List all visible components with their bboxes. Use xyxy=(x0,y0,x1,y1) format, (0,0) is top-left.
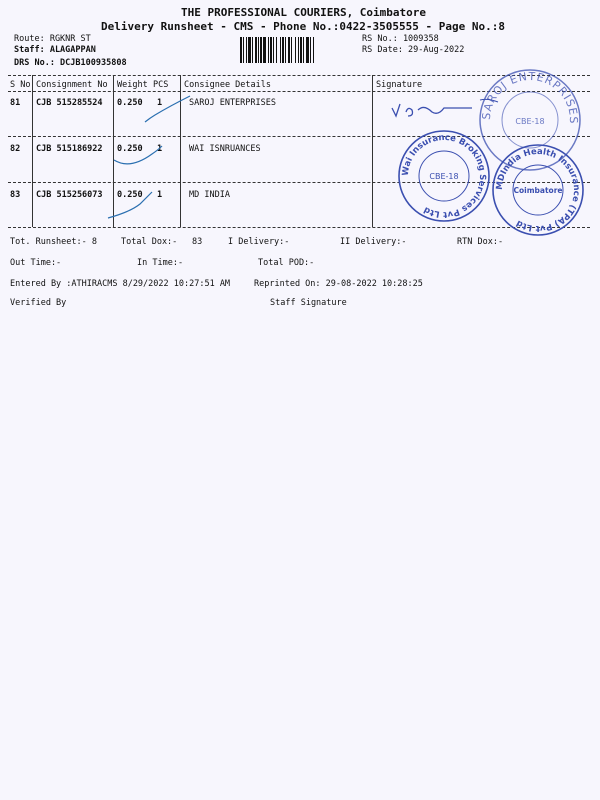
verified-by: Verified By xyxy=(10,298,67,308)
route-label: Route: RGKNR ST xyxy=(14,34,91,44)
row-sno: 82 xyxy=(10,144,21,154)
svg-text:Coimbatore: Coimbatore xyxy=(513,186,563,195)
rs-date: RS Date: 29-Aug-2022 xyxy=(362,45,465,55)
out-time: Out Time:- xyxy=(10,258,62,268)
header-consignee: Consignee Details xyxy=(184,80,271,90)
row-consignee: MD INDIA xyxy=(189,190,230,200)
row-consignment: CJB 515186922 xyxy=(36,144,103,154)
col-divider xyxy=(372,75,373,227)
total-pod: Total POD:- xyxy=(258,258,315,268)
barcode xyxy=(240,37,352,63)
svg-text:CBE-18: CBE-18 xyxy=(429,172,459,181)
row-pcs: 1 xyxy=(157,190,163,200)
svg-text:MDIndia Health Insurance (TPA): MDIndia Health Insurance (TPA) Pvt Ltd xyxy=(494,146,582,234)
row-pcs: 1 xyxy=(157,144,163,154)
svg-text:SAROJ ENTERPRISES: SAROJ ENTERPRISES xyxy=(479,69,581,125)
col-divider xyxy=(32,75,33,227)
row-weight: 0.250 xyxy=(117,190,143,200)
row-sno: 83 xyxy=(10,190,21,200)
row-weight: 0.250 xyxy=(117,98,143,108)
header-consignment: Consignment No xyxy=(36,80,108,90)
runsheet-subtitle: Delivery Runsheet - CMS - Phone No.:0422-3505555 - Page No.:8 xyxy=(101,20,505,33)
check-mark-icon xyxy=(114,146,162,164)
row-weight: 0.250 xyxy=(117,144,143,154)
row-pcs: 1 xyxy=(157,98,163,108)
wai-insurance-stamp xyxy=(396,128,492,224)
entered-by: Entered By :ATHIRACMS 8/29/2022 10:27:51 AM xyxy=(10,279,231,289)
row-sno: 81 xyxy=(10,98,21,108)
total-dox-value: 83 xyxy=(192,237,203,247)
row-consignment: CJB 515285524 xyxy=(36,98,103,108)
svg-text:Wai Insurance Broking Services: Wai Insurance Broking Services Pvt Ltd xyxy=(400,132,488,220)
reprinted-on: Reprinted On: 29-08-2022 10:28:25 xyxy=(254,279,423,289)
pen-tick-marks xyxy=(100,90,210,230)
drs-number: DRS No.: DCJB100935808 xyxy=(14,58,127,68)
ii-delivery: II Delivery:- xyxy=(340,237,407,247)
i-delivery: I Delivery:- xyxy=(228,237,290,247)
company-title: THE PROFESSIONAL COURIERS, Coimbatore xyxy=(181,6,427,19)
staff-label: Staff: ALAGAPPAN xyxy=(14,45,96,55)
header-signature: Signature xyxy=(376,80,423,90)
rs-number: RS No.: 1009358 xyxy=(362,34,439,44)
header-weight: Weight xyxy=(117,80,148,90)
svg-text:CBE-18: CBE-18 xyxy=(515,117,545,126)
rtn-dox: RTN Dox:- xyxy=(457,237,504,247)
total-dox-label: Total Dox:- xyxy=(121,237,178,247)
mdindia-stamp xyxy=(490,142,586,238)
in-time: In Time:- xyxy=(137,258,184,268)
check-mark-icon xyxy=(108,192,152,218)
header-pcs: PCS xyxy=(153,80,169,90)
header-sno: S No xyxy=(10,80,31,90)
row-consignee: SAROJ ENTERPRISES xyxy=(189,98,276,108)
tot-runsheet: Tot. Runsheet:- 8 xyxy=(10,237,97,247)
row-consignee: WAI ISNRUANCES xyxy=(189,144,261,154)
row-consignment: CJB 515256073 xyxy=(36,190,103,200)
check-mark-icon xyxy=(145,96,190,122)
staff-signature: Staff Signature xyxy=(270,298,347,308)
